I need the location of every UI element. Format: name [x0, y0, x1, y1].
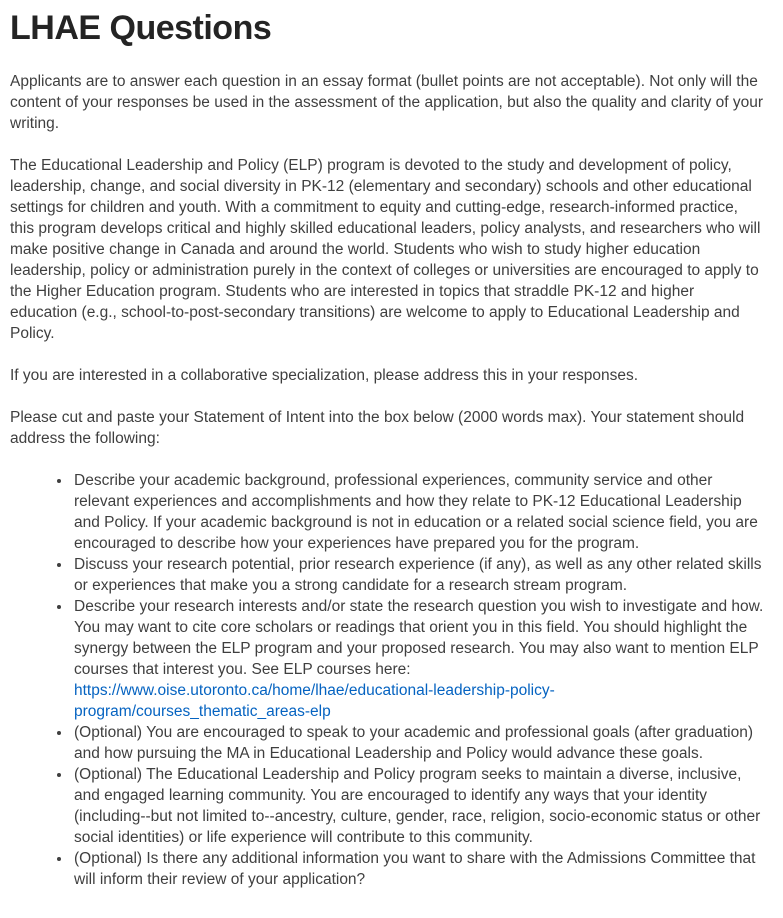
statement-requirement-item: • Describe your research interests and/or state the research question you wish to investigate and how. You may want to cite core scholars or readings that orient you in this field. You should highlight the synergy between the ELP program and your proposed research. You may also want to mention ELP courses that interest you. See ELP courses here: https://www.oise.utoronto.ca/home/lhae/educational-leadership-policy-program/courses_thematic_areas-elp: [72, 596, 765, 722]
statement-requirement-item: • (Optional) You are encouraged to speak to your academic and professional goals (after graduation) and how pursuing the MA in Educational Leadership and Policy would advance these goals.: [72, 722, 765, 764]
statement-requirement-item: • (Optional) Is there any additional information you want to share with the Admissions Committee that will inform their review of your application?: [72, 848, 765, 890]
elp-courses-link[interactable]: https://www.oise.utoronto.ca/home/lhae/educational-leadership-policy-program/courses_thematic_areas-elp: [74, 682, 555, 720]
collaborative-specialization-paragraph: If you are interested in a collaborative specialization, please address this in your responses.: [10, 367, 639, 384]
statement-of-intent-instructions-paragraph: Please cut and paste your Statement of Intent into the box below (2000 words max). Your statement should address the following:: [10, 409, 745, 447]
page-title: LHAE Questions: [10, 9, 272, 47]
statement-requirement-item: • Discuss your research potential, prior research experience (if any), as well as any other related skills or experiences that make you a strong candidate for a research stream program.: [72, 554, 765, 596]
statement-requirement-item: • Describe your academic background, professional experiences, community service and other relevant experiences and accomplishments and how they relate to PK-12 Educational Leadership and Policy. If your academic background is not in education or a related social science field, you are encouraged to describe how your experiences have prepared you for the program.: [72, 470, 765, 554]
essay-format-instructions-paragraph: Applicants are to answer each question in an essay format (bullet points are not acceptable). Not only will the content of your responses be used in the assessment of the application, but also the quality and clarity of your writing.: [10, 73, 764, 132]
statement-requirement-item: • (Optional) The Educational Leadership and Policy program seeks to maintain a diverse, inclusive, and engaged learning community. You are encouraged to identify any ways that your identity (including--but not limited to--ancestry, culture, gender, race, religion, socio-economic status or other social identities) or life experience will contribute to this community.: [72, 764, 765, 848]
elp-program-description-paragraph: The Educational Leadership and Policy (ELP) program is devoted to the study and development of policy, leadership, change, and social diversity in PK-12 (elementary and secondary) schools and other educational settings for children and youth. With a commitment to equity and cutting-edge, research-informed practice, this program develops critical and highly skilled educational leaders, policy analysts, and researchers who will make positive change in Canada and around the world. Students who wish to study higher education leadership, policy or administration purely in the context of colleges or universities are encouraged to apply to the Higher Education program. Students who are interested in topics that straddle PK-12 and higher education (e.g., school-to-post-secondary transitions) are welcome to apply to Educational Leadership and Policy.: [10, 157, 761, 342]
statement-requirements-list: [10, 470, 765, 890]
